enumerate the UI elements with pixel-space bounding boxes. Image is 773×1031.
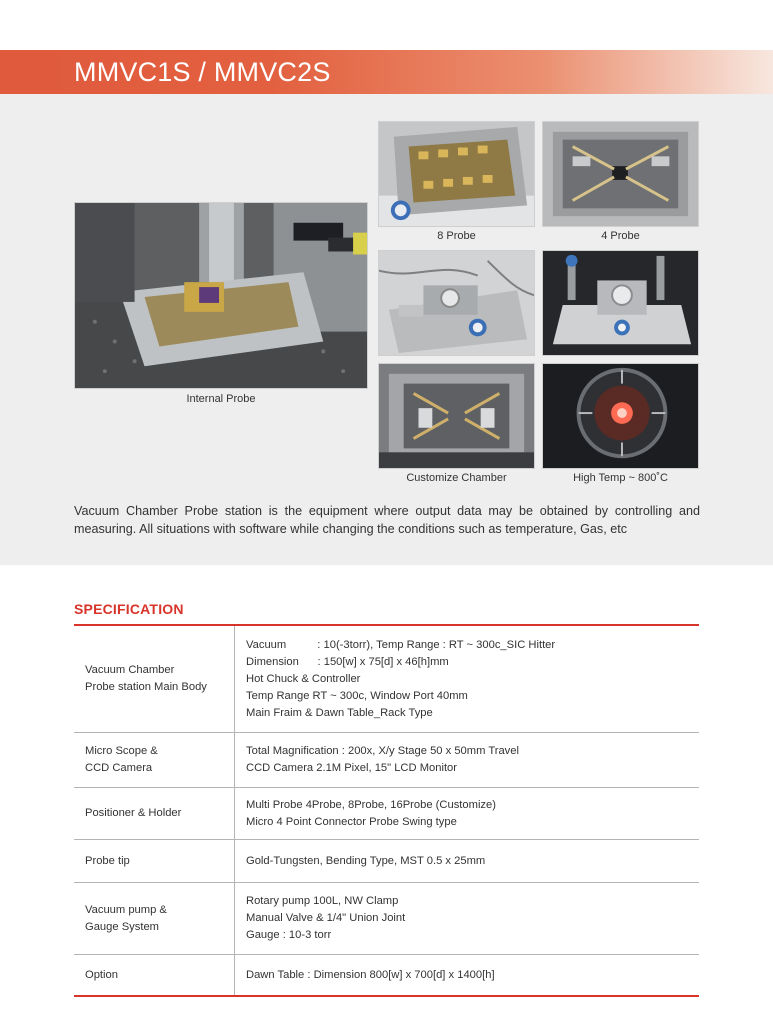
spec-value-line: Rotary pump 100L, NW Clamp <box>246 895 399 907</box>
spec-row-option <box>74 954 699 995</box>
description-text: Vacuum Chamber Probe station is the equipment where output data may be obtained by controlling and measuring. All situations with software while changing the conditions such as temperature, Gas, etc <box>74 504 700 536</box>
spec-value-line: Dimension : 150[w] x 75[d] x 46[h]mm <box>246 655 449 668</box>
spec-value-line: Multi Probe 4Probe, 8Probe, 16Probe (Customize) <box>246 798 496 811</box>
spec-key-line: Option <box>85 968 118 981</box>
spec-row-probe-tip <box>74 839 699 882</box>
customize-chamber-caption: Customize Chamber <box>406 472 507 484</box>
high-temp-photo <box>542 363 699 469</box>
spec-key <box>74 626 235 732</box>
spec-key-line: Positioner & Holder <box>85 807 182 819</box>
title-bar <box>0 50 773 94</box>
specification-table <box>74 624 699 997</box>
spec-key <box>74 840 235 882</box>
specification-heading: SPECIFICATION <box>74 601 184 617</box>
spec-key <box>74 733 235 787</box>
spec-value-line: CCD Camera 2.1M Pixel, 15" LCD Monitor <box>246 762 458 774</box>
spec-value-line: Main Fraim & Dawn Table_Rack Type <box>246 706 433 719</box>
spec-value-line: Total Magnification : 200x, X/y Stage 50 x 50mm Travel <box>246 745 519 757</box>
spec-key-line: Vacuum pump & <box>85 903 167 916</box>
spec-row-main-body <box>74 626 699 732</box>
spec-value <box>235 788 699 839</box>
vacuum-chamber-photo-1 <box>378 250 535 356</box>
spec-key-line: Probe station Main Body <box>85 681 207 693</box>
spec-value-line: Temp Range RT ~ 300c, Window Port 40mm <box>246 689 468 702</box>
internal-probe-caption: Internal Probe <box>186 393 256 405</box>
spec-value <box>235 626 699 732</box>
spec-value-line: Gold-Tungsten, Bending Type, MST 0.5 x 25mm <box>246 854 486 867</box>
spec-value-line: Hot Chuck & Controller <box>246 672 361 685</box>
spec-value-line: Vacuum : 10(-3torr), Temp Range : RT ~ 300c_SIC Hitter <box>246 638 556 651</box>
eight-probe-caption: 8 Probe <box>437 230 476 242</box>
spec-value <box>235 955 699 995</box>
spec-value <box>235 883 699 954</box>
four-probe-caption: 4 Probe <box>601 230 640 242</box>
spec-value-line: Gauge : 10-3 torr <box>246 929 332 941</box>
spec-value <box>235 733 699 787</box>
eight-probe-photo <box>378 121 535 227</box>
spec-key <box>74 955 235 995</box>
spec-value-line: Micro 4 Point Connector Probe Swing type <box>246 815 457 828</box>
spec-key-line: Vacuum Chamber <box>85 664 175 676</box>
spec-key <box>74 883 235 954</box>
page-title: MMVC1S / MMVC2S <box>74 57 331 87</box>
spec-key-line: Gauge System <box>85 920 159 933</box>
spec-key-line: Probe tip <box>85 854 130 867</box>
vacuum-chamber-photo-2 <box>542 250 699 356</box>
spec-row-microscope <box>74 732 699 787</box>
internal-probe-photo <box>74 202 368 389</box>
spec-key-line: Micro Scope & <box>85 745 158 757</box>
high-temp-caption: High Temp ~ 800˚C <box>573 472 668 484</box>
spec-key-line: CCD Camera <box>85 762 153 774</box>
spec-key <box>74 788 235 839</box>
spec-row-vacuum-pump <box>74 882 699 954</box>
spec-row-positioner <box>74 787 699 839</box>
four-probe-photo <box>542 121 699 227</box>
customize-chamber-photo <box>378 363 535 469</box>
spec-value-line: Dawn Table : Dimension 800[w] x 700[d] x 1400[h] <box>246 968 495 981</box>
spec-value-line: Manual Valve & 1/4" Union Joint <box>246 912 406 924</box>
spec-value <box>235 840 699 882</box>
